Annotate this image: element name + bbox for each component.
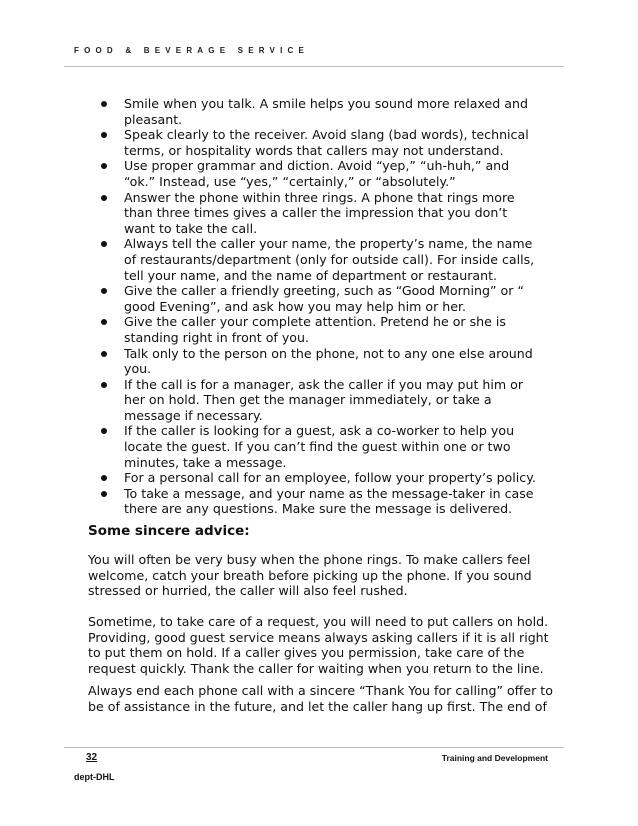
list-item: If the call is for a manager, ask the caller if you may put him or her on hold. Then get the manager immediately, or take a message if necessary.	[101, 377, 541, 424]
list-item: Smile when you talk. A smile helps you sound more relaxed and pleasant.	[101, 96, 541, 127]
list-item: Give the caller a friendly greeting, such as “Good Morning” or “ good Evening”, and ask how you may help him or her.	[101, 283, 541, 314]
section-heading: Some sincere advice:	[88, 523, 250, 539]
bullet-icon	[101, 288, 107, 294]
paragraph: Sometime, to take care of a request, you will need to put callers on hold. Providing, good guest service means always asking callers if it is all right to put them on hold. If a caller gives you permission, take care of the request quickly. Thank the caller for waiting when you return to the line.	[88, 614, 549, 676]
footer-title: Training and Development	[441, 753, 548, 763]
bullet-icon	[101, 382, 107, 388]
footer-divider	[64, 747, 564, 748]
list-item: Use proper grammar and diction. Avoid “yep,” “uh-huh,” and “ok.” Instead, use “yes,” “certainly,” or “absolutely.”	[101, 158, 541, 189]
bullet-icon	[101, 241, 107, 247]
bullet-icon	[101, 351, 107, 357]
bullet-icon	[101, 101, 107, 107]
running-header: FOOD & BEVERAGE SERVICE	[74, 46, 310, 55]
tips-list	[101, 96, 541, 517]
list-item: Answer the phone within three rings. A phone that rings more than three times gives a caller the impression that you don’t want to take the call.	[101, 190, 541, 237]
bullet-icon	[101, 195, 107, 201]
list-item: If the caller is looking for a guest, ask a co-worker to help you locate the guest. If you can’t find the guest within one or two minutes, take a message.	[101, 423, 541, 470]
bullet-icon	[101, 428, 107, 434]
bullet-icon	[101, 163, 107, 169]
list-item: Talk only to the person on the phone, not to any one else around you.	[101, 346, 541, 377]
list-item: Speak clearly to the receiver. Avoid slang (bad words), technical terms, or hospitality words that callers may not understand.	[101, 127, 541, 158]
page-number: 32	[86, 752, 98, 763]
header-divider	[64, 66, 564, 67]
list-item: For a personal call for an employee, follow your property’s policy.	[101, 470, 541, 486]
bullet-icon	[101, 491, 107, 497]
paragraph: Always end each phone call with a sincere “Thank You for calling” offer to be of assistance in the future, and let the caller hang up first. The end of	[88, 683, 553, 714]
department-label: dept-DHL	[74, 772, 115, 782]
bullet-icon	[101, 475, 107, 481]
list-item: Always tell the caller your name, the property’s name, the name of restaurants/department (only for outside call). For inside calls, tell your name, and the name of department or restaurant.	[101, 236, 541, 283]
bullet-icon	[101, 132, 107, 138]
list-item: Give the caller your complete attention. Pretend he or she is standing right in front of you.	[101, 314, 541, 345]
list-item: To take a message, and your name as the message-taker in case there are any questions. Make sure the message is delivered.	[101, 486, 541, 517]
bullet-icon	[101, 319, 107, 325]
paragraph: You will often be very busy when the phone rings. To make callers feel welcome, catch your breath before picking up the phone. If you sound stressed or hurried, the caller will also feel rushed.	[88, 552, 532, 599]
